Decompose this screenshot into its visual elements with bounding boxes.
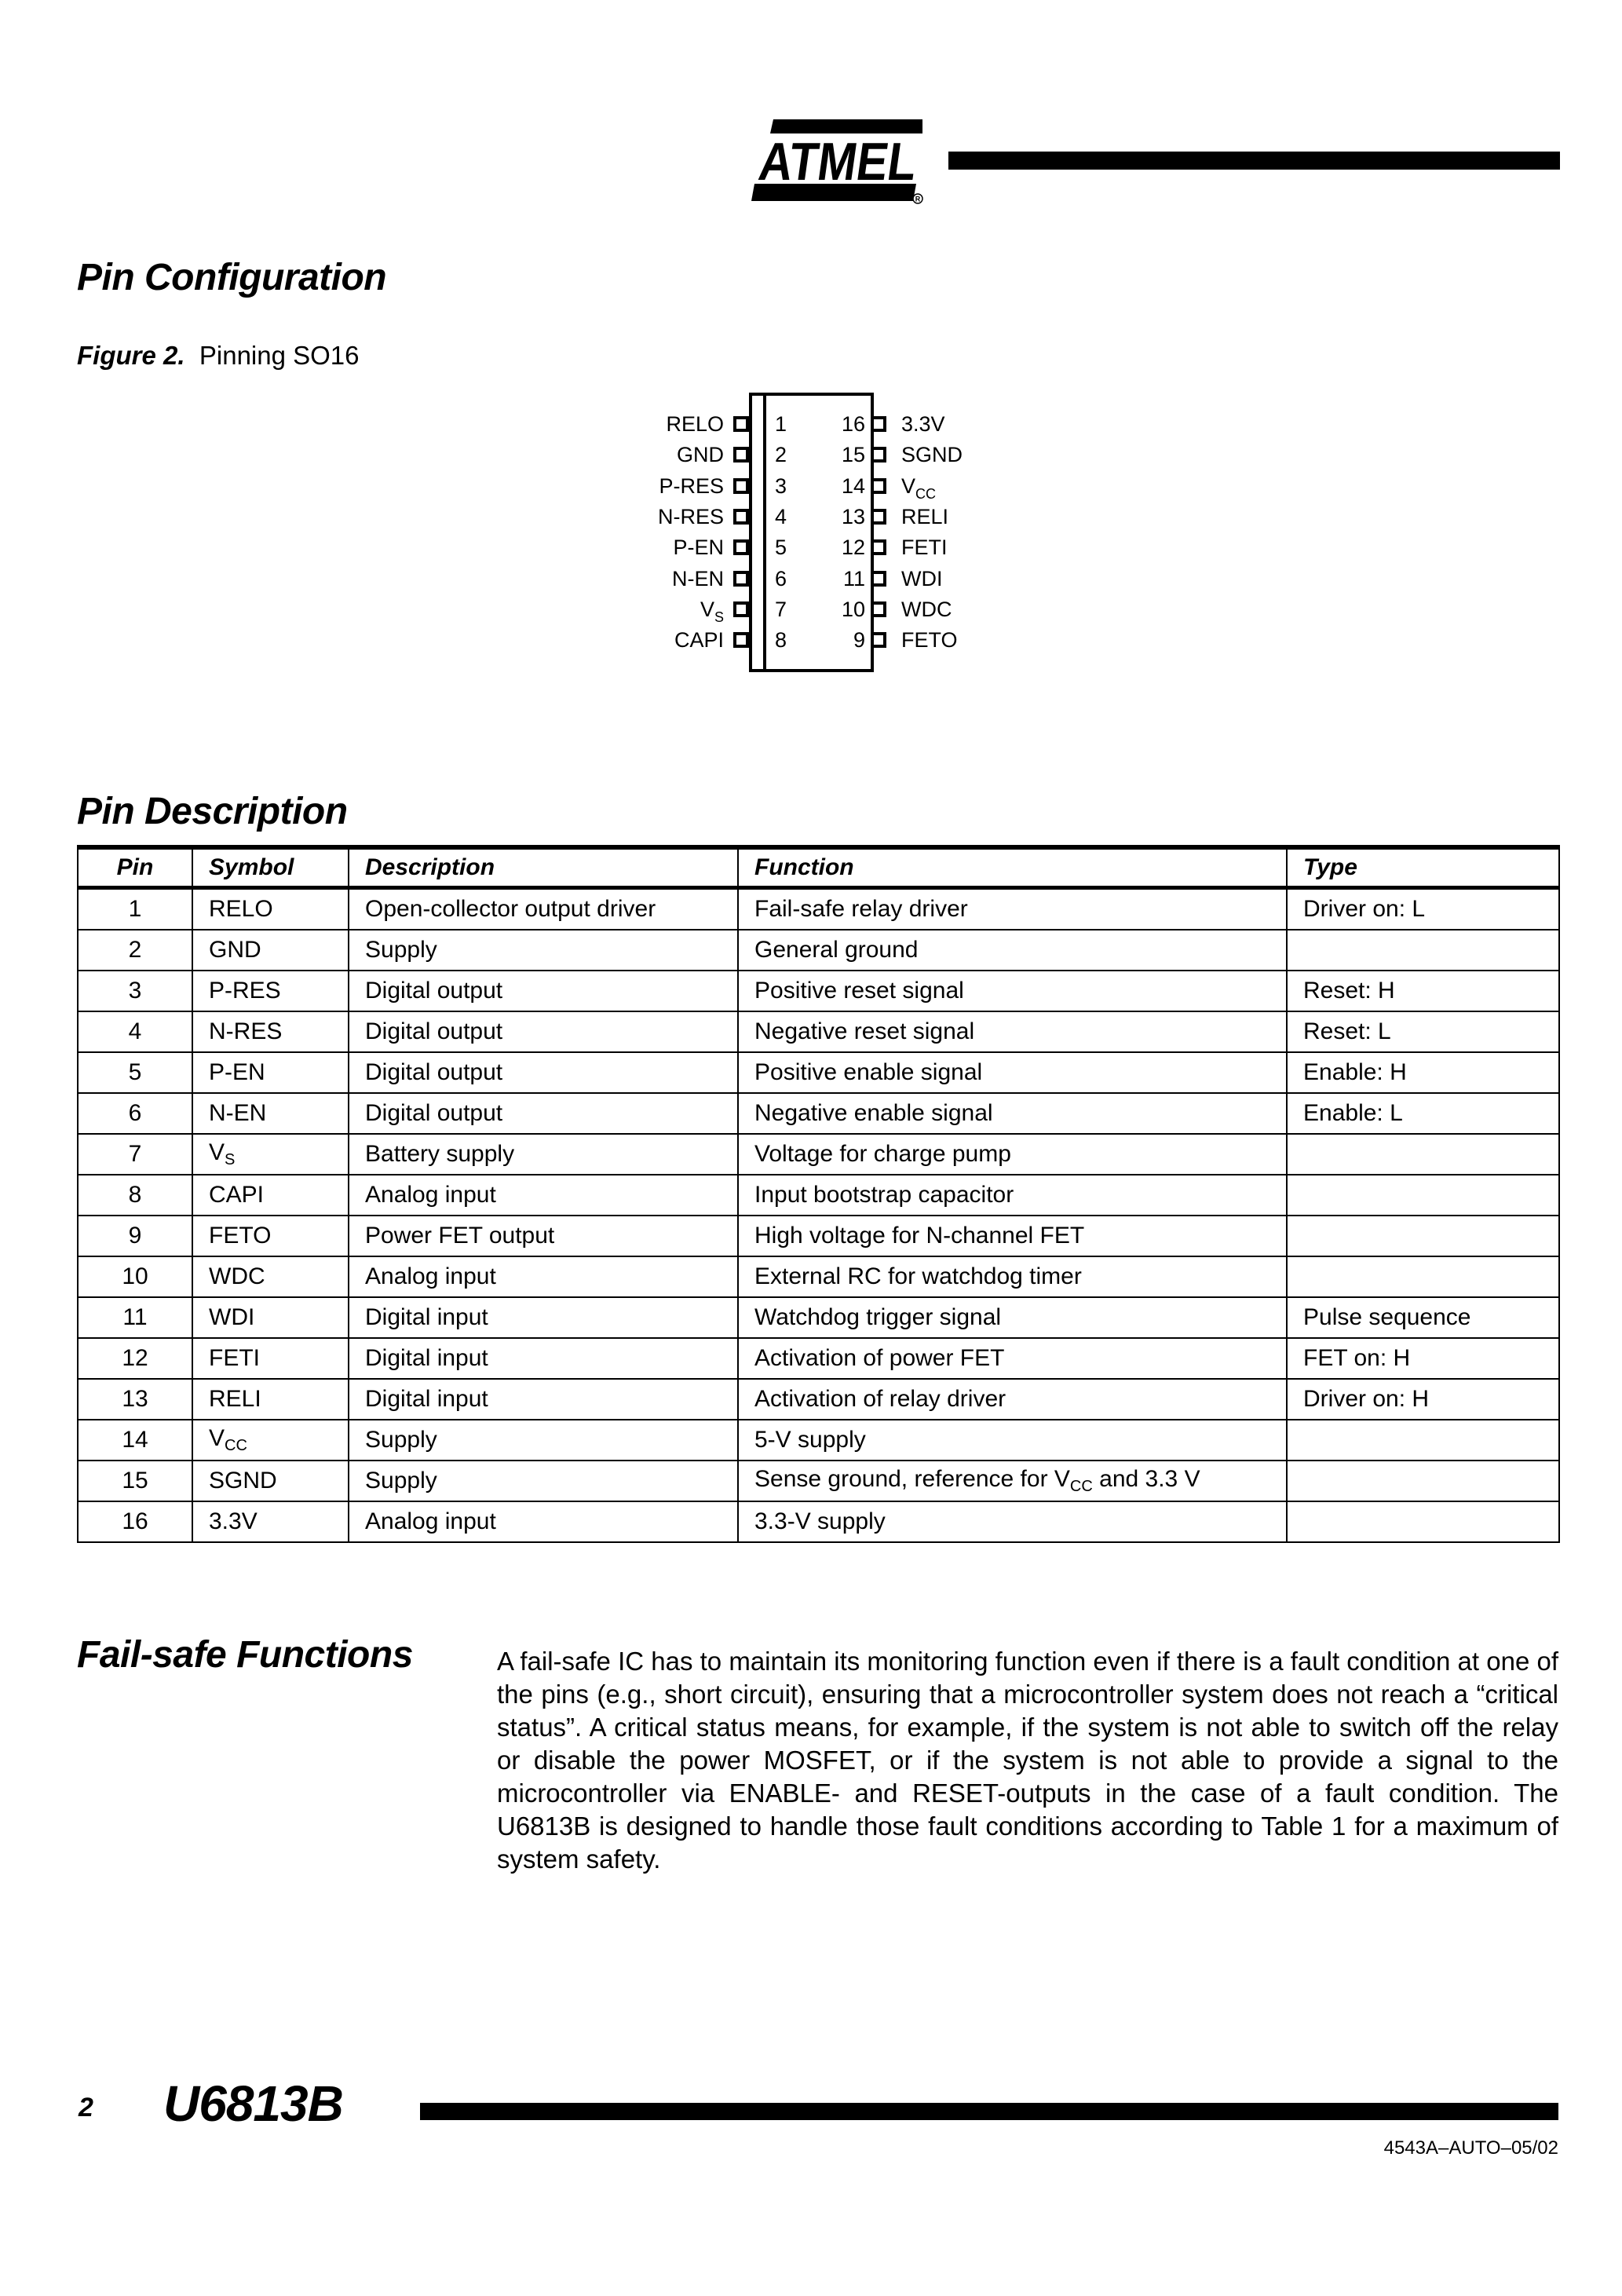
cell-description xyxy=(349,1501,738,1542)
table-row xyxy=(78,1420,1559,1461)
description-text: Analog input xyxy=(365,1508,496,1534)
cell-pin xyxy=(78,1501,192,1542)
pin-label xyxy=(658,505,724,528)
cell-type xyxy=(1287,971,1559,1011)
symbol-text: SGND xyxy=(209,1468,277,1493)
type-text: Driver on: H xyxy=(1303,1386,1430,1412)
function-text: Activation of relay driver xyxy=(754,1386,1006,1412)
cell-function xyxy=(738,930,1287,971)
pin-number: 13 xyxy=(122,1386,148,1412)
pin-number: 8 xyxy=(128,1182,142,1208)
pin-name: N-EN xyxy=(672,566,724,590)
pin-lead xyxy=(733,478,749,494)
cell-type xyxy=(1287,1501,1559,1542)
cell-function xyxy=(738,1501,1287,1542)
cell-symbol xyxy=(192,971,349,1011)
table-row xyxy=(78,930,1559,971)
table-row xyxy=(78,1379,1559,1420)
cell-type xyxy=(1287,1175,1559,1216)
type-text: Enable: L xyxy=(1303,1100,1403,1126)
cell-function xyxy=(738,1338,1287,1379)
table-row xyxy=(78,1461,1559,1501)
document-code: 4543A–AUTO–05/02 xyxy=(1383,2137,1558,2159)
cell-type xyxy=(1287,1052,1559,1093)
pin-number: 6 xyxy=(128,1100,142,1126)
cell-symbol xyxy=(192,1175,349,1216)
pin-number: 16 xyxy=(122,1508,148,1534)
table-row xyxy=(78,1297,1559,1338)
pin-number: 3 xyxy=(775,473,787,498)
description-text: Digital output xyxy=(365,978,503,1004)
cell-description xyxy=(349,1134,738,1175)
cell-function xyxy=(738,971,1287,1011)
cell-description xyxy=(349,1461,738,1501)
pin-number: 4 xyxy=(128,1018,142,1044)
table-row xyxy=(78,1256,1559,1297)
pin-number: 12 xyxy=(841,536,865,560)
column-header-function: Function xyxy=(738,847,1287,888)
ic-pin1-marker-line xyxy=(763,393,766,672)
function-text: Negative enable signal xyxy=(754,1100,993,1126)
cell-type xyxy=(1287,1216,1559,1256)
cell-description xyxy=(349,971,738,1011)
pin-number: 7 xyxy=(775,597,787,621)
table-row xyxy=(78,1501,1559,1542)
cell-type xyxy=(1287,1093,1559,1134)
type-text: Pulse sequence xyxy=(1303,1304,1471,1330)
symbol-text: CAPI xyxy=(209,1182,265,1208)
cell-pin xyxy=(78,1338,192,1379)
pin-lead xyxy=(871,632,886,648)
pin-label xyxy=(700,598,724,629)
pin-number: 6 xyxy=(775,566,787,590)
function-text: General ground xyxy=(754,937,919,963)
pin-label xyxy=(674,628,724,652)
footer-product-name: U6813B xyxy=(163,2075,343,2132)
function-text: Watchdog trigger signal xyxy=(754,1304,1002,1330)
cell-symbol xyxy=(192,1216,349,1256)
description-text: Battery supply xyxy=(365,1141,515,1167)
pin-label xyxy=(901,536,948,559)
function-text: 3.3-V supply xyxy=(754,1508,886,1534)
table-header-row xyxy=(78,847,1559,888)
table-row xyxy=(78,1052,1559,1093)
function-text: Voltage for charge pump xyxy=(754,1141,1011,1167)
description-text: Analog input xyxy=(365,1182,496,1208)
symbol-text: P-RES xyxy=(209,978,281,1004)
cell-description xyxy=(349,1338,738,1379)
pin-number: 11 xyxy=(122,1304,148,1330)
symbol-text: WDI xyxy=(209,1304,255,1330)
cell-symbol xyxy=(192,1338,349,1379)
pin-number: 1 xyxy=(775,412,787,436)
column-header-type: Type xyxy=(1287,847,1559,888)
section-title-pin-description: Pin Description xyxy=(77,791,348,832)
cell-function xyxy=(738,888,1287,930)
cell-pin xyxy=(78,1256,192,1297)
cell-function xyxy=(738,1175,1287,1216)
cell-type xyxy=(1287,1297,1559,1338)
table-row xyxy=(78,1216,1559,1256)
pin-number: 3 xyxy=(128,978,142,1004)
cell-description xyxy=(349,1093,738,1134)
symbol-text: RELO xyxy=(209,896,273,922)
pin-number: 2 xyxy=(128,937,142,963)
symbol-text: P-EN xyxy=(209,1059,265,1085)
column-header-pin: Pin xyxy=(78,847,192,888)
pin-description-table xyxy=(77,845,1560,1543)
type-text: Enable: H xyxy=(1303,1059,1407,1085)
cell-pin xyxy=(78,888,192,930)
description-text: Digital output xyxy=(365,1100,503,1126)
cell-symbol xyxy=(192,1052,349,1093)
failsafe-paragraph: A fail-safe IC has to maintain its monitoring function even if there is a fault condition at one of the pins (e.g., short circuit), ensuring that a microcontroller system does not reach a “critical status”. A critical status means, for example, if the system is not able to switch off the relay or disable the power MOSFET, or if the system is not able to provide a signal to the microcontroller via ENABLE- and RESET-outputs in the case of a fault condition. The U6813B is designed to handle those fault conditions according to Table 1 for a maximum of system safety. xyxy=(497,1647,1558,1874)
description-text: Supply xyxy=(365,1427,437,1453)
table-row xyxy=(78,888,1559,930)
table-row xyxy=(78,1134,1559,1175)
cell-description xyxy=(349,1052,738,1093)
cell-function xyxy=(738,1461,1287,1501)
cell-function xyxy=(738,1297,1287,1338)
cell-pin xyxy=(78,1052,192,1093)
cell-symbol xyxy=(192,930,349,971)
cell-description xyxy=(349,1256,738,1297)
description-text: Supply xyxy=(365,1468,437,1493)
cell-type xyxy=(1287,1011,1559,1052)
symbol-text: FETO xyxy=(209,1223,272,1249)
figure-caption xyxy=(77,341,360,371)
pin-number: 4 xyxy=(775,504,787,528)
pin-number: 9 xyxy=(853,628,865,653)
table-row xyxy=(78,971,1559,1011)
pin-label xyxy=(673,536,724,559)
cell-pin xyxy=(78,1134,192,1175)
page-number: 2 xyxy=(79,2093,93,2122)
svg-text:R: R xyxy=(915,195,921,203)
cell-type xyxy=(1287,1379,1559,1420)
pin-label xyxy=(677,443,724,466)
pin-label xyxy=(901,567,942,590)
table-row xyxy=(78,1093,1559,1134)
table-row xyxy=(78,1175,1559,1216)
section-title-pin-configuration: Pin Configuration xyxy=(77,257,387,298)
description-text: Supply xyxy=(365,937,437,963)
pin-lead xyxy=(871,416,886,432)
footer-rule xyxy=(420,2103,1558,2120)
table-row xyxy=(78,1011,1559,1052)
symbol-text: GND xyxy=(209,937,261,963)
pin-lead xyxy=(733,447,749,462)
cell-function xyxy=(738,1216,1287,1256)
symbol-text: N-RES xyxy=(209,1018,283,1044)
type-text: Driver on: L xyxy=(1303,896,1426,922)
cell-description xyxy=(349,1011,738,1052)
pin-name: FETO xyxy=(901,628,958,653)
cell-function xyxy=(738,1256,1287,1297)
pin-number: 15 xyxy=(122,1468,148,1493)
function-text: High voltage for N-channel FET xyxy=(754,1223,1085,1249)
cell-symbol xyxy=(192,1379,349,1420)
pin-lead xyxy=(733,571,749,587)
pin-name-subscript: S xyxy=(714,609,724,625)
pin-lead xyxy=(733,416,749,432)
pin-lead xyxy=(871,571,886,587)
cell-symbol xyxy=(192,888,349,930)
cell-description xyxy=(349,1297,738,1338)
cell-symbol xyxy=(192,1011,349,1052)
symbol-text: 3.3V xyxy=(209,1508,258,1534)
pin-lead xyxy=(733,601,749,617)
cell-pin xyxy=(78,930,192,971)
pin-number: 7 xyxy=(128,1141,142,1167)
figure-title: Pinning SO16 xyxy=(199,341,360,370)
symbol-subscript: CC xyxy=(225,1437,247,1454)
pin-label xyxy=(901,412,945,436)
function-text: Positive reset signal xyxy=(754,978,964,1004)
pin-number: 9 xyxy=(128,1223,142,1249)
function-text: Input bootstrap capacitor xyxy=(754,1182,1014,1208)
description-text: Digital output xyxy=(365,1018,503,1044)
symbol-text: V xyxy=(209,1139,225,1165)
function-text: Sense ground, reference for V xyxy=(754,1466,1070,1492)
pin-number: 10 xyxy=(841,597,865,621)
cell-pin xyxy=(78,1461,192,1501)
cell-function xyxy=(738,1379,1287,1420)
pin-label xyxy=(901,628,958,652)
cell-symbol xyxy=(192,1256,349,1297)
symbol-text: WDC xyxy=(209,1263,265,1289)
pin-name: GND xyxy=(677,443,724,467)
cell-function xyxy=(738,1134,1287,1175)
pin-number: 2 xyxy=(775,443,787,467)
description-text: Digital input xyxy=(365,1304,488,1330)
cell-pin xyxy=(78,1420,192,1461)
type-text: FET on: H xyxy=(1303,1345,1411,1371)
pin-number: 12 xyxy=(122,1345,148,1371)
cell-type xyxy=(1287,1256,1559,1297)
pin-name: CAPI xyxy=(674,628,724,653)
pin-label xyxy=(901,505,948,528)
function-text-continued: and 3.3 V xyxy=(1092,1466,1200,1492)
pin-number: 5 xyxy=(775,536,787,560)
cell-pin xyxy=(78,1297,192,1338)
description-text: Open-collector output driver xyxy=(365,896,656,922)
cell-function xyxy=(738,1052,1287,1093)
description-text: Digital input xyxy=(365,1345,488,1371)
pin-name-subscript: CC xyxy=(915,485,937,502)
cell-description xyxy=(349,888,738,930)
pin-name: N-RES xyxy=(657,504,724,528)
function-text: Fail-safe relay driver xyxy=(754,896,968,922)
pin-name: 3.3V xyxy=(901,412,945,436)
symbol-text: V xyxy=(209,1425,225,1451)
table-row xyxy=(78,1338,1559,1379)
svg-text:ATMEL: ATMEL xyxy=(755,132,944,192)
function-text: Positive enable signal xyxy=(754,1059,983,1085)
pin-lead xyxy=(871,478,886,494)
cell-function xyxy=(738,1093,1287,1134)
function-text: Activation of power FET xyxy=(754,1345,1005,1371)
section-title-failsafe-functions: Fail-safe Functions xyxy=(77,1634,413,1676)
cell-type xyxy=(1287,1461,1559,1501)
pin-lead xyxy=(733,539,749,555)
cell-pin xyxy=(78,971,192,1011)
cell-type xyxy=(1287,1338,1559,1379)
pin-lead xyxy=(733,632,749,648)
symbol-text: RELI xyxy=(209,1386,261,1412)
symbol-subscript: S xyxy=(225,1151,236,1168)
pin-lead xyxy=(871,447,886,462)
function-subscript: CC xyxy=(1069,1478,1093,1495)
pin-name: WDI xyxy=(901,566,943,590)
pin-label xyxy=(901,598,952,621)
pin-label xyxy=(901,443,963,466)
pin-number: 11 xyxy=(842,566,865,590)
pin-label xyxy=(666,412,724,436)
function-text: 5-V supply xyxy=(754,1427,866,1453)
atmel-logo xyxy=(750,119,944,204)
cell-symbol xyxy=(192,1420,349,1461)
pin-number: 10 xyxy=(122,1263,148,1289)
pin-label xyxy=(672,567,724,590)
cell-pin xyxy=(78,1011,192,1052)
cell-symbol xyxy=(192,1297,349,1338)
pin-number: 8 xyxy=(775,628,787,653)
cell-symbol xyxy=(192,1461,349,1501)
cell-type xyxy=(1287,1420,1559,1461)
cell-type xyxy=(1287,1134,1559,1175)
pin-name: FETI xyxy=(901,536,948,560)
cell-type xyxy=(1287,930,1559,971)
symbol-text: N-EN xyxy=(209,1100,267,1126)
cell-pin xyxy=(78,1379,192,1420)
cell-description xyxy=(349,1420,738,1461)
cell-symbol xyxy=(192,1501,349,1542)
function-text: External RC for watchdog timer xyxy=(754,1263,1082,1289)
pin-name: V xyxy=(901,473,916,498)
cell-description xyxy=(349,1175,738,1216)
cell-description xyxy=(349,930,738,971)
pin-name: RELI xyxy=(901,504,949,528)
pin-name: RELO xyxy=(666,412,724,436)
cell-pin xyxy=(78,1175,192,1216)
cell-type xyxy=(1287,888,1559,930)
description-text: Digital input xyxy=(365,1386,488,1412)
pin-label xyxy=(901,474,936,506)
pin-number: 14 xyxy=(122,1427,148,1453)
description-text: Digital output xyxy=(365,1059,503,1085)
pin-number: 1 xyxy=(128,896,142,922)
pin-name: V xyxy=(700,597,714,621)
pin-name: P-EN xyxy=(673,536,724,560)
pin-lead xyxy=(733,509,749,525)
function-text: Negative reset signal xyxy=(754,1018,975,1044)
type-text: Reset: H xyxy=(1303,978,1395,1004)
column-header-description: Description xyxy=(349,847,738,888)
pin-lead xyxy=(871,539,886,555)
pin-number: 16 xyxy=(841,412,865,436)
figure-label: Figure 2. xyxy=(77,341,185,370)
pin-number: 14 xyxy=(841,473,865,498)
header-rule xyxy=(948,152,1560,170)
pin-number: 13 xyxy=(841,504,865,528)
cell-pin xyxy=(78,1093,192,1134)
pin-name: P-RES xyxy=(659,473,724,498)
symbol-text: FETI xyxy=(209,1345,260,1371)
description-text: Power FET output xyxy=(365,1223,555,1249)
pin-name: SGND xyxy=(901,443,963,467)
cell-function xyxy=(738,1420,1287,1461)
pin-name: WDC xyxy=(901,597,952,621)
cell-symbol xyxy=(192,1134,349,1175)
cell-pin xyxy=(78,1216,192,1256)
pin-lead xyxy=(871,509,886,525)
cell-symbol xyxy=(192,1093,349,1134)
cell-description xyxy=(349,1216,738,1256)
column-header-symbol: Symbol xyxy=(192,847,349,888)
pin-number: 5 xyxy=(128,1059,142,1085)
pin-number: 15 xyxy=(841,443,865,467)
pin-lead xyxy=(871,601,886,617)
cell-function xyxy=(738,1011,1287,1052)
type-text: Reset: L xyxy=(1303,1018,1391,1044)
description-text: Analog input xyxy=(365,1263,496,1289)
cell-description xyxy=(349,1379,738,1420)
pin-label xyxy=(659,474,724,498)
